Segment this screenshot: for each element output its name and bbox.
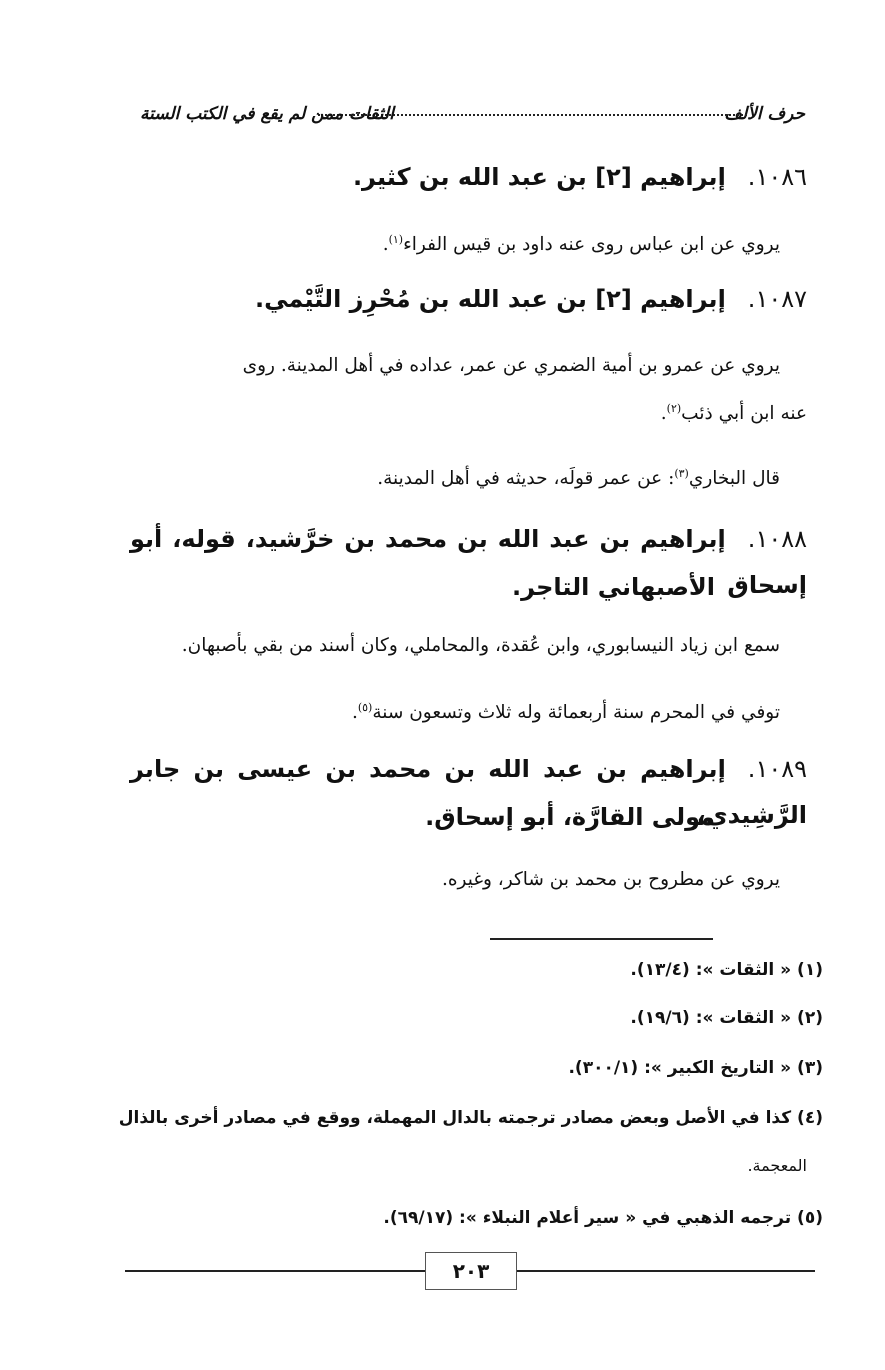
page-number: ٢٠٣	[425, 1252, 517, 1290]
entry-name: إبراهيم [٢] بن عبد الله بن مُحْرِز التَّيْمي.	[254, 285, 726, 313]
entry-text-content: : عن عمر قولَه، حديثه في أهل المدينة.	[377, 468, 675, 490]
entry-heading-cont	[512, 564, 715, 610]
entry-text-content: قال البخاري	[688, 468, 780, 490]
entry-text-content: عنه ابن أبي ذئب	[681, 403, 807, 425]
footer-rule-left	[125, 1270, 425, 1272]
entry-text-content: توفي في المحرم سنة أربعمائة وله ثلاث وتسعون سنة	[372, 702, 780, 724]
entry-heading	[255, 276, 807, 322]
entry-text: يروي عن ابن عباس روى عنه داود بن قيس الفراء$^{(١)}$.	[382, 233, 780, 256]
footnote-continuation: المعجمة.	[747, 1156, 807, 1175]
footnote-ref: (٢)	[666, 402, 682, 415]
entry-name: إبراهيم [٢] بن عبد الله بن كثير.	[352, 163, 726, 191]
entry-name: إبراهيم بن عبد الله بن محمد بن عيسى بن جابر الرَّشِيدي،	[130, 755, 807, 829]
entry-heading-cont	[425, 794, 715, 840]
entry-text: عنه ابن أبي ذئب$^{(٢)}$.	[660, 402, 807, 425]
footnote: (١) « الثقات »: (١٣/٤).	[630, 960, 823, 980]
entry-number: ١٠٨٧.	[747, 285, 807, 313]
entry-number: ١٠٨٩.	[747, 755, 807, 783]
footnote-separator	[490, 938, 713, 940]
entry-number: ١٠٨٦.	[747, 163, 807, 191]
entry-text	[442, 854, 780, 906]
entry-name: مولى القارَّة، أبو إسحاق.	[425, 803, 715, 831]
entry-name: إبراهيم بن عبد الله بن محمد بن خرَّشيد، قوله، أبو إسحاق	[130, 525, 807, 599]
footnote: (٣) « التاريخ الكبير »: (٣٠٠/١).	[568, 1058, 823, 1078]
footnote-ref: (٥)	[357, 701, 373, 714]
footnote-ref: (٣)	[674, 467, 689, 480]
header-chapter: حرف الألف	[724, 104, 805, 124]
entry-heading	[353, 154, 807, 200]
entry-number: ١٠٨٨.	[747, 525, 807, 553]
entry-text-content: يروي عن عمرو بن أمية الضمري عن عمر، عداده في أهل المدينة. روى	[242, 355, 780, 376]
footnote: (٤) كذا في الأصل وبعض مصادر ترجمته بالدال المهملة، ووقع في مصادر أخرى بالذال	[118, 1108, 823, 1128]
entry-name: الأصبهاني التاجر.	[512, 573, 715, 601]
entry-text-content: يروي عن مطروح بن محمد بن شاكر، وغيره.	[441, 869, 780, 890]
footer-rule-right	[515, 1270, 815, 1272]
entry-text-content: يروي عن ابن عباس روى عنه داود بن قيس الفراء	[403, 234, 780, 256]
entry-text	[377, 448, 780, 505]
header-book-title: الثقات ممن لم يقع في الكتب الستة	[140, 104, 394, 124]
footnote: (٥) ترجمه الذهبي في « سير أعلام النبلاء »: (٦٩/١٧).	[383, 1208, 823, 1228]
footnote-ref: (١)	[388, 233, 404, 246]
entry-text	[130, 620, 780, 672]
entry-text: توفي في المحرم سنة أربعمائة وله ثلاث وتسعون سنة$^{(٥)}$.	[351, 701, 780, 724]
running-header	[140, 100, 805, 136]
entry-text-content: سمع ابن زياد النيسابوري، وابن عُقدة، والمحاملي، وكان أسند من بقي بأصبهان.	[181, 635, 780, 656]
footnote: (٢) « الثقات »: (١٩/٦).	[630, 1008, 823, 1028]
